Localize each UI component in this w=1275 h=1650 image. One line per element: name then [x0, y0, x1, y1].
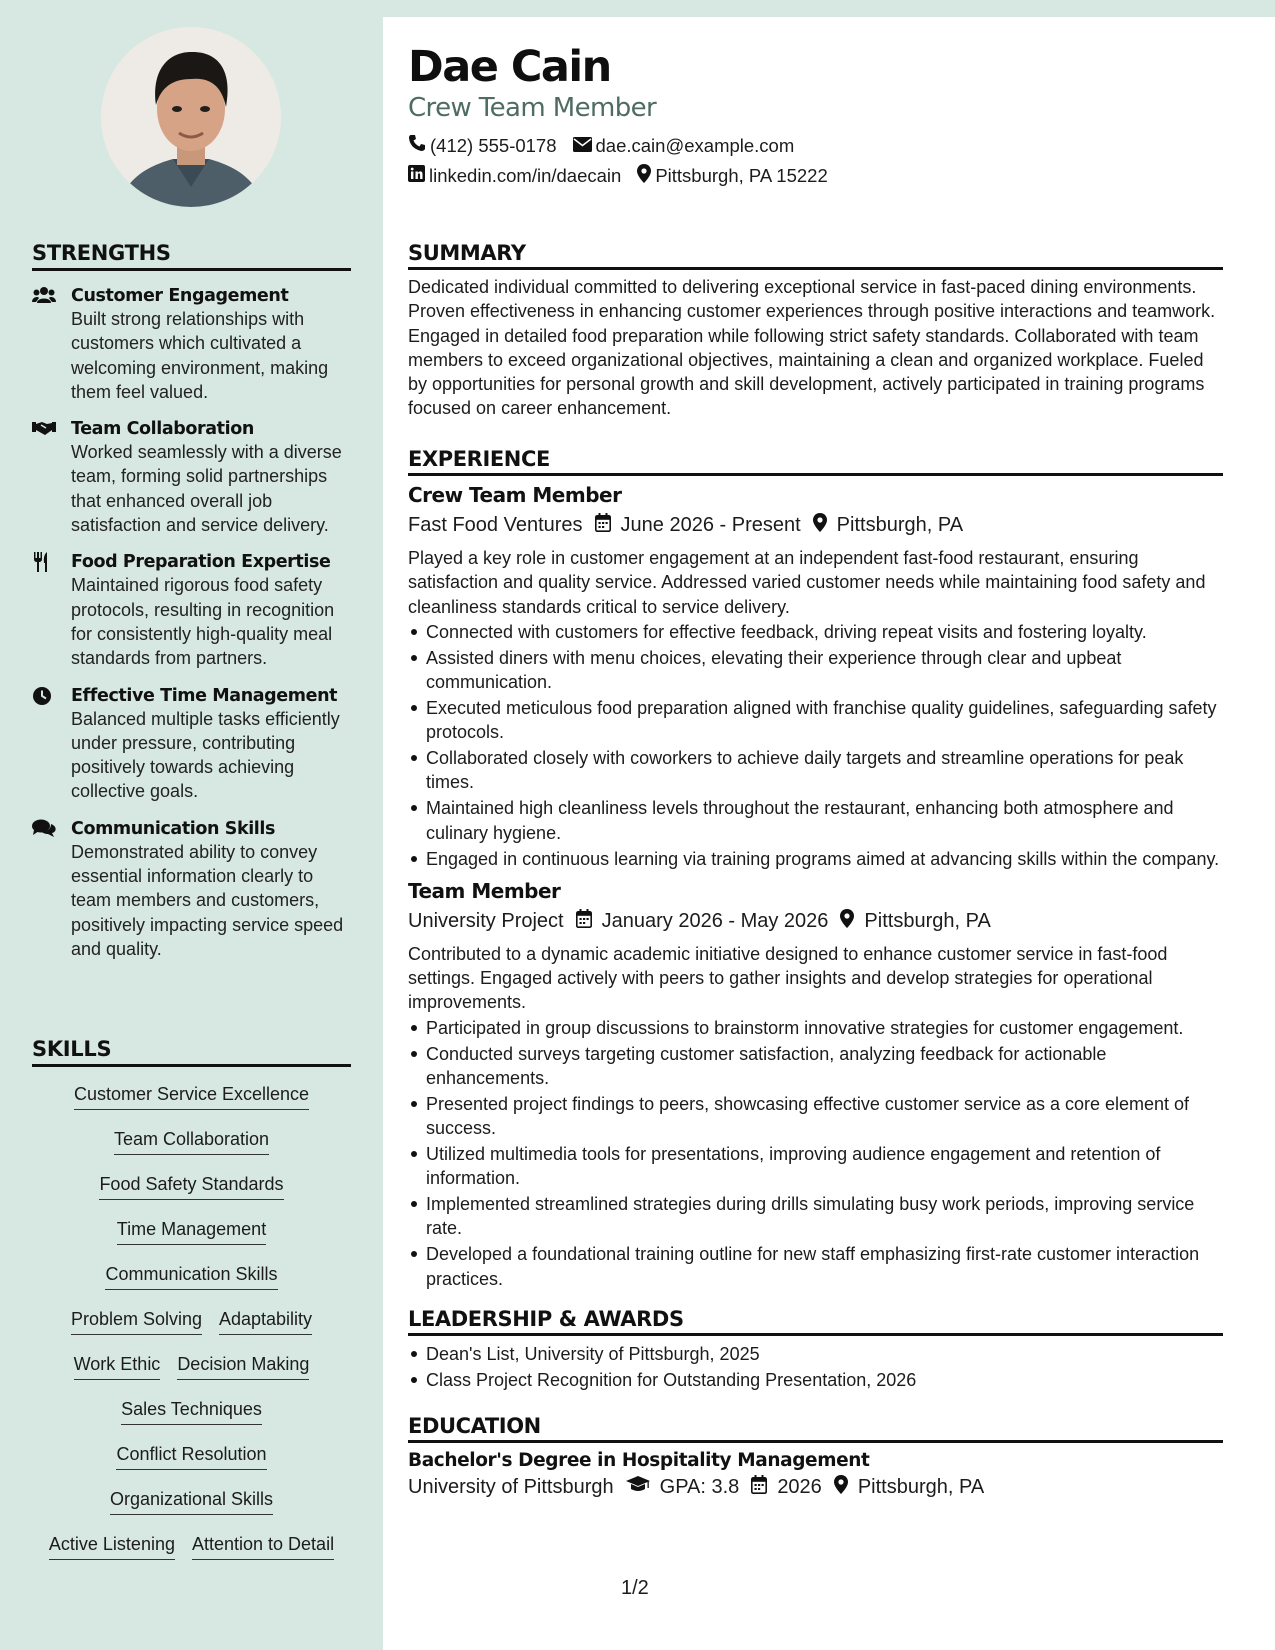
job-location: Pittsburgh, PA	[864, 909, 991, 932]
bullet-item: Engaged in continuous learning via training programs aimed at advancing skills within the company.	[408, 847, 1223, 871]
skill-tag: Organizational Skills	[110, 1487, 273, 1515]
skills-list	[32, 1082, 351, 1577]
job-bullets	[408, 1016, 1223, 1291]
job-location: Pittsburgh, PA	[836, 514, 964, 536]
skill-tag: Sales Techniques	[121, 1397, 262, 1425]
strength-description: Worked seamlessly with a diverse team, forming solid partnerships that enhanced overall job satisfaction and service delivery.	[71, 442, 342, 536]
strengths-heading: STRENGTHS	[32, 241, 351, 271]
strength-item	[32, 551, 351, 670]
skill-tag: Problem Solving	[71, 1307, 202, 1335]
award-item: Dean's List, University of Pittsburgh, 2025	[408, 1342, 1223, 1366]
strength-item	[32, 418, 351, 537]
utensils-icon	[32, 552, 56, 572]
summary-section	[408, 241, 1223, 421]
strength-item	[32, 818, 351, 961]
education-location: Pittsburgh, PA	[857, 1476, 985, 1498]
email-link[interactable]: dae.cain@example.com	[595, 134, 795, 156]
calendar-icon	[576, 909, 592, 934]
envelope-icon	[573, 135, 592, 157]
skill-tag: Adaptability	[219, 1307, 312, 1335]
profile-photo	[101, 27, 281, 207]
skill-tag: Food Safety Standards	[99, 1172, 283, 1200]
degree-title: Bachelor's Degree in Hospitality Management	[408, 1450, 870, 1471]
job-meta	[408, 909, 1223, 934]
calendar-icon	[751, 1475, 767, 1500]
location-contact	[637, 164, 827, 188]
graduation-year: 2026	[777, 1476, 822, 1498]
job-meta	[408, 513, 1223, 538]
bullet-item: Presented project findings to peers, showcasing effective customer service as a core element of success.	[408, 1092, 1223, 1141]
calendar-icon	[595, 513, 611, 538]
graduation-cap-icon	[626, 1476, 650, 1499]
sidebar	[0, 0, 383, 1650]
linkedin-contact[interactable]	[408, 164, 621, 188]
map-marker-icon	[834, 1475, 848, 1500]
skill-tag: Conflict Resolution	[116, 1442, 266, 1470]
map-marker-icon	[813, 513, 827, 538]
job-entry	[408, 879, 1223, 1291]
phone-contact	[408, 134, 557, 157]
job-dates: January 2026 - May 2026	[601, 909, 829, 932]
strength-description: Demonstrated ability to convey essential information clearly to team members and customers, positively impacting service speed and quality.	[71, 841, 344, 959]
handshake-icon	[32, 419, 56, 439]
experience-heading: EXPERIENCE	[408, 447, 1223, 476]
main-content	[383, 17, 1275, 1650]
bullet-item: Connected with customers for effective feedback, driving repeat visits and fostering loyalty.	[408, 620, 1223, 644]
linkedin-link[interactable]: linkedin.com/in/daecain	[429, 165, 622, 186]
strength-title: Team Collaboration	[71, 419, 254, 440]
strength-description: Built strong relationships with customers which cultivated a welcoming environment, making them feel valued.	[71, 309, 329, 402]
education-meta	[408, 1475, 1223, 1500]
skills-section	[32, 1037, 351, 1577]
bullet-item: Executed meticulous food preparation aligned with franchise quality guidelines, safeguarding safety protocols.	[408, 696, 1223, 745]
bullet-item: Participated in group discussions to brainstorm innovative strategies for customer engagement.	[408, 1016, 1223, 1040]
strength-item	[32, 285, 351, 404]
strength-title: Food Preparation Expertise	[71, 552, 331, 573]
strength-title: Communication Skills	[71, 818, 276, 839]
comments-icon	[32, 819, 56, 839]
users-icon	[32, 286, 56, 306]
company-name: Fast Food Ventures	[408, 514, 583, 536]
school-name: University of Pittsburgh	[408, 1476, 614, 1498]
awards-section	[408, 1307, 1223, 1394]
bullet-item: Collaborated closely with coworkers to achieve daily targets and streamline operations for peak times.	[408, 746, 1223, 795]
strength-description: Balanced multiple tasks efficiently under pressure, contributing positively towards achieving collective goals.	[71, 708, 340, 802]
clock-icon	[32, 686, 56, 706]
job-bullets	[408, 620, 1223, 871]
job-title: Team Member	[408, 878, 561, 903]
bullet-item: Implemented streamlined strategies during drills simulating busy work periods, improving service rate.	[408, 1192, 1223, 1241]
linkedin-icon	[408, 165, 425, 187]
map-marker-icon	[637, 164, 651, 188]
award-item: Class Project Recognition for Outstanding Presentation, 2026	[408, 1368, 1223, 1392]
strength-description: Maintained rigorous food safety protocols, resulting in recognition for consistently high-quality meal standards from partners.	[71, 575, 335, 669]
job-entry	[408, 483, 1223, 871]
candidate-name: Dae Cain	[408, 42, 611, 92]
email-contact[interactable]	[573, 134, 795, 157]
skill-tag: Customer Service Excellence	[74, 1082, 309, 1110]
summary-text: Dedicated individual committed to delivering exceptional service in fast-paced dining environments. Proven effectiveness in enhancing customer experiences through positive interactions and teamwork. Engaged in detailed food preparation while following strict safety standards. Collaborated with team members to exceed organizational objectives, maintaining a clean and organized workplace. Fueled by opportunities for personal growth and skill development, actively participated in training programs focused on career enhancement.	[408, 277, 1216, 419]
skill-tag: Time Management	[117, 1217, 266, 1245]
company-name: University Project	[408, 909, 564, 932]
strength-title: Effective Time Management	[71, 685, 338, 706]
strengths-section	[32, 241, 351, 961]
education-section	[408, 1414, 1223, 1500]
job-description: Contributed to a dynamic academic initiative designed to enhance customer service in fast-food settings. Engaged actively with peers to gather insights and develop strategies for operational improvements.	[408, 943, 1168, 1013]
bullet-item: Assisted diners with menu choices, elevating their experience through clear and upbeat communication.	[408, 646, 1223, 695]
skill-tag: Active Listening	[49, 1532, 175, 1560]
awards-heading: LEADERSHIP & AWARDS	[408, 1307, 1223, 1336]
contact-row	[408, 134, 794, 157]
education-heading: EDUCATION	[408, 1414, 1223, 1443]
skill-tag: Work Ethic	[74, 1352, 161, 1380]
bullet-item: Maintained high cleanliness levels throughout the restaurant, enhancing both atmosphere and culinary hygiene.	[408, 796, 1223, 845]
bullet-item: Developed a foundational training outline for new staff emphasizing first-rate customer interaction practices.	[408, 1242, 1223, 1291]
bullet-item: Utilized multimedia tools for presentations, improving audience engagement and retention of information.	[408, 1142, 1223, 1191]
experience-section	[408, 447, 1223, 1293]
contact-row	[408, 164, 828, 188]
skills-heading: SKILLS	[32, 1037, 351, 1067]
skill-tag: Decision Making	[177, 1352, 309, 1380]
map-marker-icon	[840, 909, 854, 934]
page-number: 1/2	[621, 1577, 649, 1599]
gpa-text: GPA: 3.8	[659, 1476, 740, 1498]
job-dates: June 2026 - Present	[620, 514, 801, 536]
location-text: Pittsburgh, PA 15222	[655, 165, 828, 186]
summary-heading: SUMMARY	[408, 241, 1223, 270]
job-title: Crew Team Member	[408, 483, 622, 507]
skill-tag: Communication Skills	[105, 1262, 277, 1290]
strength-title: Customer Engagement	[71, 286, 289, 306]
bullet-item: Conducted surveys targeting customer satisfaction, analyzing feedback for actionable enhancements.	[408, 1042, 1223, 1091]
strength-item	[32, 685, 351, 804]
skill-tag: Team Collaboration	[114, 1127, 269, 1155]
phone-number: (412) 555-0178	[430, 134, 557, 156]
job-description: Played a key role in customer engagement at an independent fast-food restaurant, ensuring satisfaction and quality service. Addressed varied customer needs while maintaining food safety and cleanliness standards critical to service delivery.	[408, 548, 1206, 617]
awards-list	[408, 1342, 1223, 1392]
skill-tag: Attention to Detail	[192, 1532, 334, 1560]
phone-icon	[408, 134, 426, 157]
candidate-title: Crew Team Member	[408, 93, 657, 123]
